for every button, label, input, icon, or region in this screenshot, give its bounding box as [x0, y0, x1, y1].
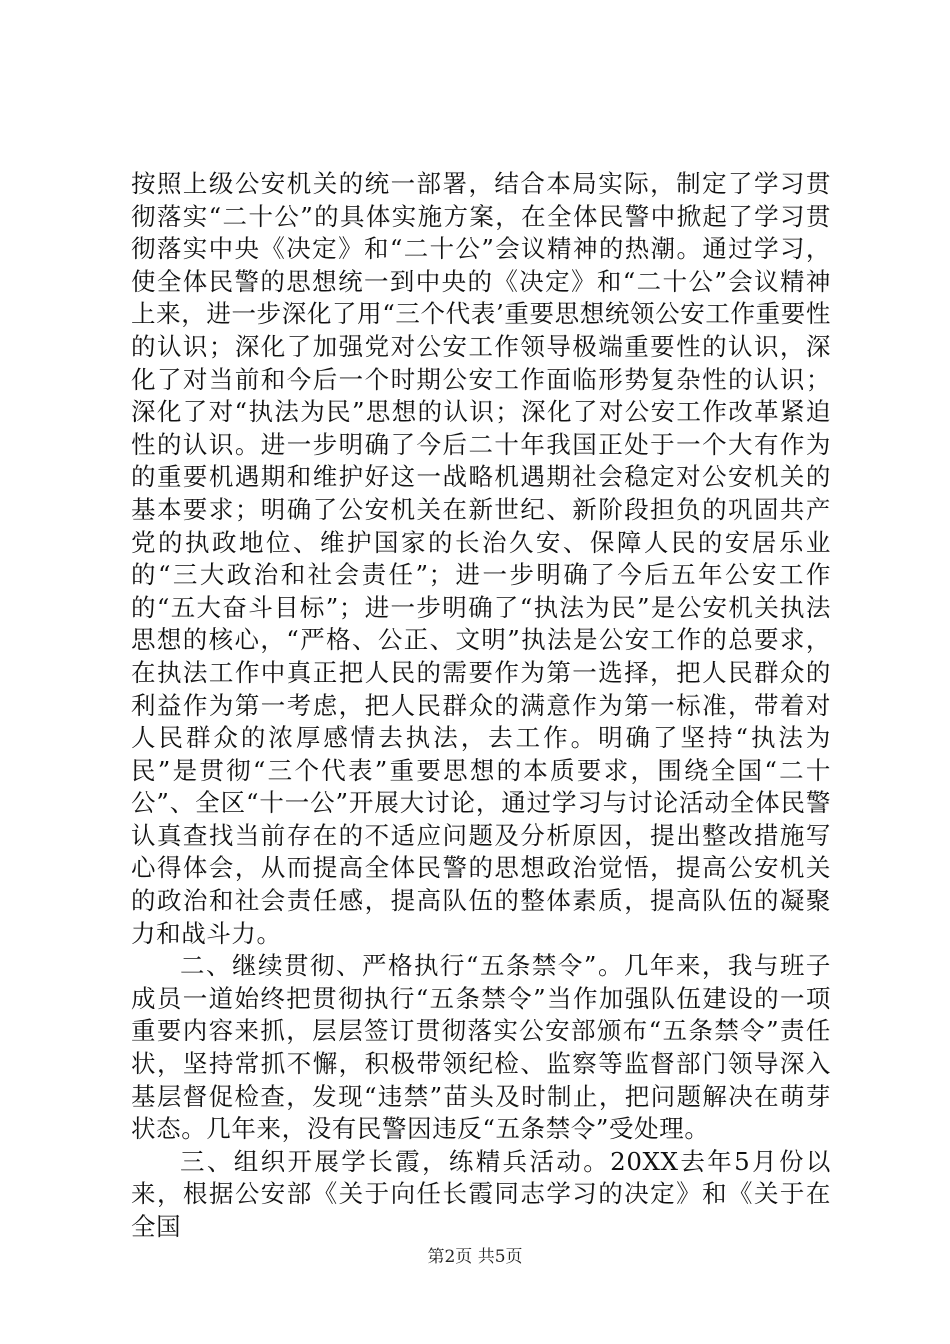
page-number-label: 第2页 共5页: [427, 1247, 523, 1267]
paragraph-2: 二、继续贯彻、严格执行“五条禁令”。几年来，我与班子成员一道始终把贯彻执行“五条禁令”当作加强队伍建设的一项重要内容来抓，层层签订贯彻落实公安部颁布“五条禁令”责任状，坚持常抓不懈，积极带领纪检、监察等监督部门领导深入基层督促检查，发现“违禁”苗头及时制止，把问题解决在萌芽状态。几年来，没有民警因违反“五条禁令”受处理。: [131, 951, 831, 1144]
page-footer: [0, 1242, 950, 1267]
paragraph-1: 按照上级公安机关的统一部署，结合本局实际，制定了学习贯彻落实“二十公”的具体实施方案，在全体民警中掀起了学习贯彻落实中央《决定》和“二十公”会议精神的热潮。通过学习，使全体民警的思想统一到中央的《决定》和“二十公”会议精神上来，进一步深化了用“三个代表’重要思想统领公安工作重要性的认识；深化了加强党对公安工作领导极端重要性的认识，深化了对当前和今后一个时期公安工作面临形势复杂性的认识；深化了对“执法为民”思想的认识；深化了对公安工作改革紧迫性的认识。进一步明确了今后二十年我国正处于一个大有作为的重要机遇期和维护好这一战略机遇期社会稳定对公安机关的基本要求；明确了公安机关在新世纪、新阶段担负的巩固共产党的执政地位、维护国家的长治久安、保障人民的安居乐业的“三大政治和社会责任”；进一步明确了今后五年公安工作的“五大奋斗目标”；进一步明确了“执法为民”是公安机关执法思想的核心，“严格、公正、文明”执法是公安工作的总要求，在执法工作中真正把人民的需要作为第一选择，把人民群众的利益作为第一考虑，把人民群众的满意作为第一标准，带着对人民群众的浓厚感情去执法，去工作。明确了坚持“执法为民”是贯彻“三个代表”重要思想的本质要求，围绕全国“二十公”、全区“十一公”开展大讨论，通过学习与讨论活动全体民警认真查找当前存在的不适应问题及分析原因，提出整改措施写心得体会，从而提高全体民警的思想政治觉悟，提高公安机关的政治和社会责任感，提高队伍的整体素质，提高队伍的凝聚力和战斗力。: [131, 169, 831, 948]
document-body: [131, 168, 831, 1244]
paragraph-3: 三、组织开展学长霞，练精兵活动。20XX去年5月份以来，根据公安部《关于向任长霞同志学习的决定》和《关于在全国: [131, 1146, 831, 1241]
